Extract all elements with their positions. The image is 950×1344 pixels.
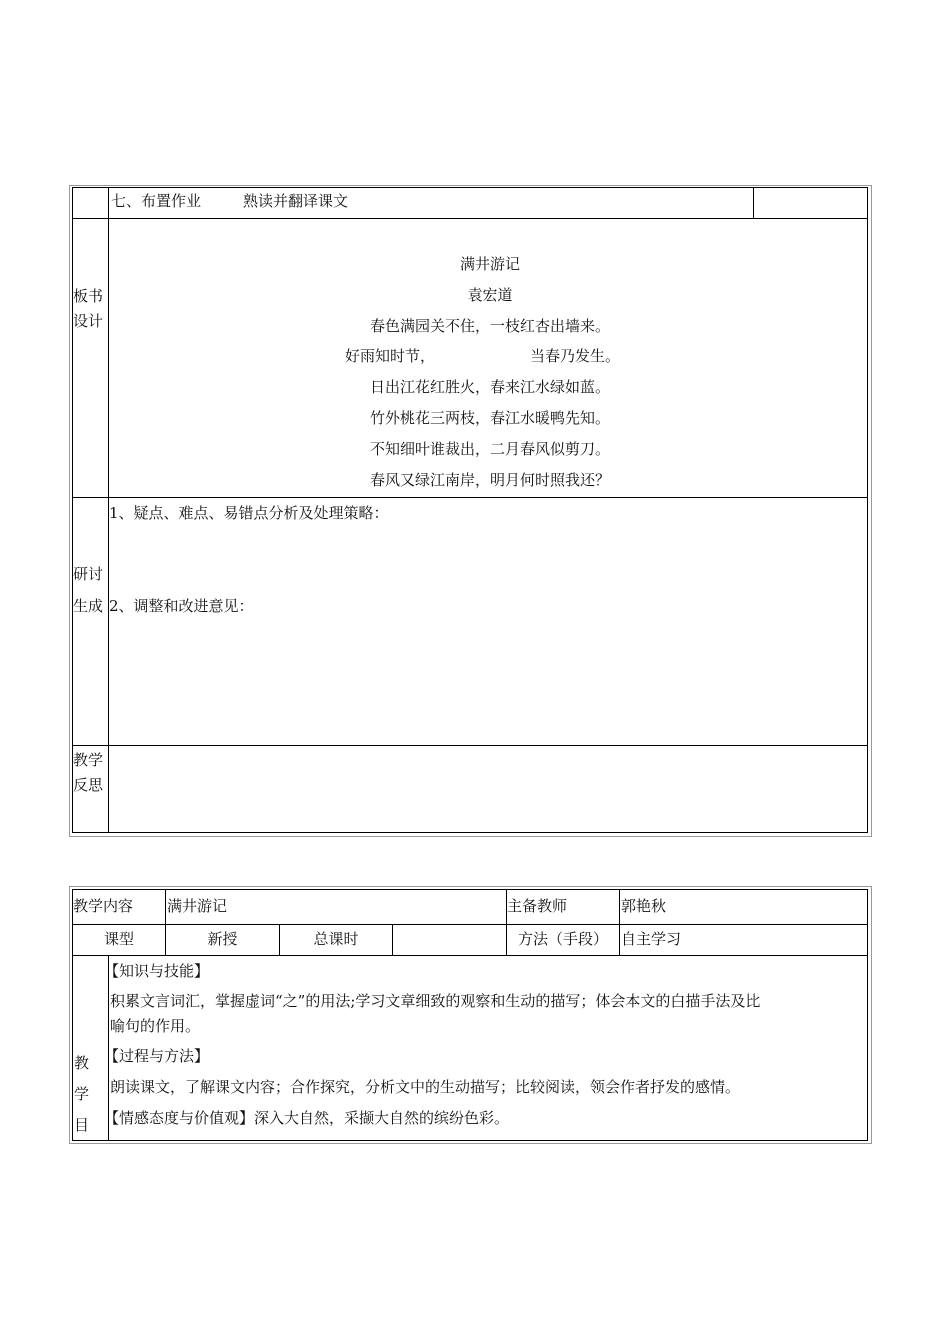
method-value: 自主学习 xyxy=(621,930,682,948)
emotion-heading: 【情感态度与价值观】 xyxy=(104,1109,255,1127)
table2-left-border xyxy=(72,889,73,1141)
method-label: 方法（手段） xyxy=(517,930,608,948)
table1-bottom-border xyxy=(72,832,868,833)
total-label: 总课时 xyxy=(313,930,359,948)
table2-row-divider-2 xyxy=(72,955,868,956)
content-label: 教学内容 xyxy=(73,897,134,915)
board-line-2a: 好雨知时节， xyxy=(345,347,436,365)
board-line-4: 竹外桃花三两枝，春江水暖鸭先知。 xyxy=(369,409,610,427)
table1-row-divider-1 xyxy=(72,218,868,219)
discussion-label-2: 生成 xyxy=(73,597,104,615)
emotion-text: 深入大自然，采撷大自然的缤纷色彩。 xyxy=(254,1109,510,1127)
homework-content: 熟读并翻译课文 xyxy=(243,192,349,210)
table2-col-divider-e xyxy=(619,889,620,956)
teacher-value: 郭艳秋 xyxy=(621,897,667,915)
discussion-label-1: 研讨 xyxy=(73,565,104,583)
homework-label: 七、布置作业 xyxy=(111,192,202,210)
knowledge-text-1: 积累文言词汇，掌握虚词“之”的用法;学习文章细致的观察和生动的描写；体会本文的白描手法及比 xyxy=(110,992,761,1010)
type-label: 课型 xyxy=(103,930,134,948)
discussion-item-1: 1、疑点、难点、易错点分析及处理策略： xyxy=(109,504,389,522)
reflection-label-1: 教学 xyxy=(73,751,104,769)
discussion-item-2: 2、调整和改进意见： xyxy=(109,597,254,615)
board-design-label-1: 板书 xyxy=(73,287,104,305)
board-line-3: 日出江花红胜火，春来江水绿如蓝。 xyxy=(369,378,610,396)
emotion-line xyxy=(104,1108,509,1128)
knowledge-text-2: 喻句的作用。 xyxy=(110,1017,201,1035)
board-line-5: 不知细叶谁裁出，二月春风似剪刀。 xyxy=(369,440,610,458)
objectives-label-1: 教 xyxy=(74,1054,90,1072)
board-author: 袁宏道 xyxy=(467,286,513,304)
board-line-1: 春色满园关不住，一枝红杏出墙来。 xyxy=(369,317,610,335)
board-line-2b: 当春乃发生。 xyxy=(530,347,621,365)
table1-row-divider-3 xyxy=(72,745,868,746)
table2-right-border xyxy=(867,889,868,1141)
table1-top-border xyxy=(72,187,868,188)
process-heading: 【过程与方法】 xyxy=(104,1047,210,1065)
table1-row-divider-2 xyxy=(72,497,868,498)
board-title: 满井游记 xyxy=(459,255,520,273)
teacher-label: 主备教师 xyxy=(507,897,568,915)
table2-col-divider-c xyxy=(392,924,393,956)
process-text: 朗读课文，了解课文内容；合作探究，分析文中的生动描写；比较阅读，领会作者抒发的感情。 xyxy=(110,1078,741,1096)
table2-row-divider-1 xyxy=(72,924,868,925)
type-value: 新授 xyxy=(207,930,238,948)
table1-right-border xyxy=(867,187,868,833)
reflection-label-2: 反思 xyxy=(73,776,104,794)
board-design-label-2: 设计 xyxy=(73,312,104,330)
table2-top-border xyxy=(72,889,868,890)
table1-homework-divider xyxy=(753,187,754,218)
content-value: 满井游记 xyxy=(167,897,228,915)
objectives-label-2: 学 xyxy=(74,1085,90,1103)
knowledge-heading: 【知识与技能】 xyxy=(104,962,210,980)
table1-left-border xyxy=(72,187,73,833)
objectives-label-3: 目 xyxy=(74,1116,90,1134)
board-line-6: 春风又绿江南岸，明月何时照我还？ xyxy=(369,471,610,489)
table2-bottom-border xyxy=(72,1140,868,1141)
